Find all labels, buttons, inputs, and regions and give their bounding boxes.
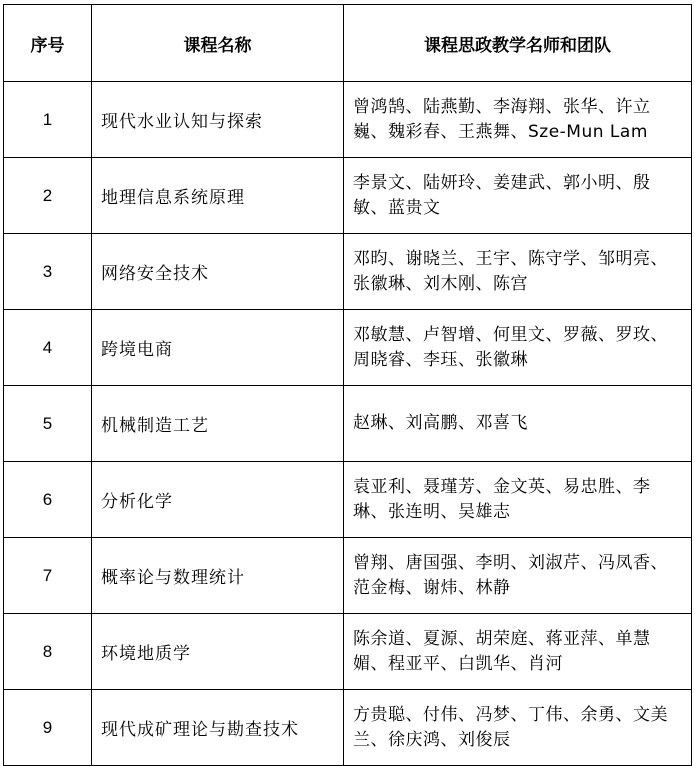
row-course: 现代水业认知与探索	[92, 82, 344, 158]
row-index: 3	[4, 234, 92, 310]
table-row	[4, 386, 692, 462]
row-course: 概率论与数理统计	[92, 538, 344, 614]
table-row	[4, 538, 692, 614]
header-index: 序号	[4, 5, 92, 82]
row-index: 8	[4, 614, 92, 690]
row-course: 分析化学	[92, 462, 344, 538]
row-index: 4	[4, 310, 92, 386]
row-teachers: 邓昀、谢晓兰、王宇、陈守学、邹明亮、张徽琳、刘木刚、陈宫	[344, 234, 692, 310]
row-teachers: 曾翔、唐国强、李明、刘淑芹、冯凤香、范金梅、谢炜、林静	[344, 538, 692, 614]
row-teachers: 袁亚利、聂瑾芳、金文英、易忠胜、李琳、张连明、吴雄志	[344, 462, 692, 538]
row-course: 跨境电商	[92, 310, 344, 386]
row-course: 机械制造工艺	[92, 386, 344, 462]
row-course: 地理信息系统原理	[92, 158, 344, 234]
row-index: 5	[4, 386, 92, 462]
row-course: 网络安全技术	[92, 234, 344, 310]
row-index: 1	[4, 82, 92, 158]
row-teachers: 曾鸿鹄、陆燕勤、李海翔、张华、许立巍、魏彩春、王燕舞、Sze-Mun Lam	[344, 82, 692, 158]
header-course: 课程名称	[92, 5, 344, 82]
row-index: 9	[4, 690, 92, 766]
table-row	[4, 462, 692, 538]
row-course: 现代成矿理论与勘查技术	[92, 690, 344, 766]
table-row	[4, 158, 692, 234]
row-index: 2	[4, 158, 92, 234]
row-teachers: 邓敏慧、卢智增、何里文、罗薇、罗玫、周晓睿、李珏、张徽琳	[344, 310, 692, 386]
row-teachers: 方贵聪、付伟、冯梦、丁伟、余勇、文美兰、徐庆鸿、刘俊辰	[344, 690, 692, 766]
header-teachers: 课程思政教学名师和团队	[344, 5, 692, 82]
row-teachers: 陈余道、夏源、胡荣庭、蒋亚萍、单慧媚、程亚平、白凯华、肖河	[344, 614, 692, 690]
row-teachers: 李景文、陆妍玲、姜建武、郭小明、殷敏、蓝贵文	[344, 158, 692, 234]
table-row	[4, 82, 692, 158]
table-row	[4, 690, 692, 766]
row-index: 6	[4, 462, 92, 538]
row-teachers: 赵琳、刘高鹏、邓喜飞	[344, 386, 692, 462]
table-header-row	[4, 5, 692, 82]
table-row	[4, 310, 692, 386]
row-index: 7	[4, 538, 92, 614]
table-row	[4, 614, 692, 690]
course-teacher-table	[3, 4, 692, 766]
table-row	[4, 234, 692, 310]
row-course: 环境地质学	[92, 614, 344, 690]
